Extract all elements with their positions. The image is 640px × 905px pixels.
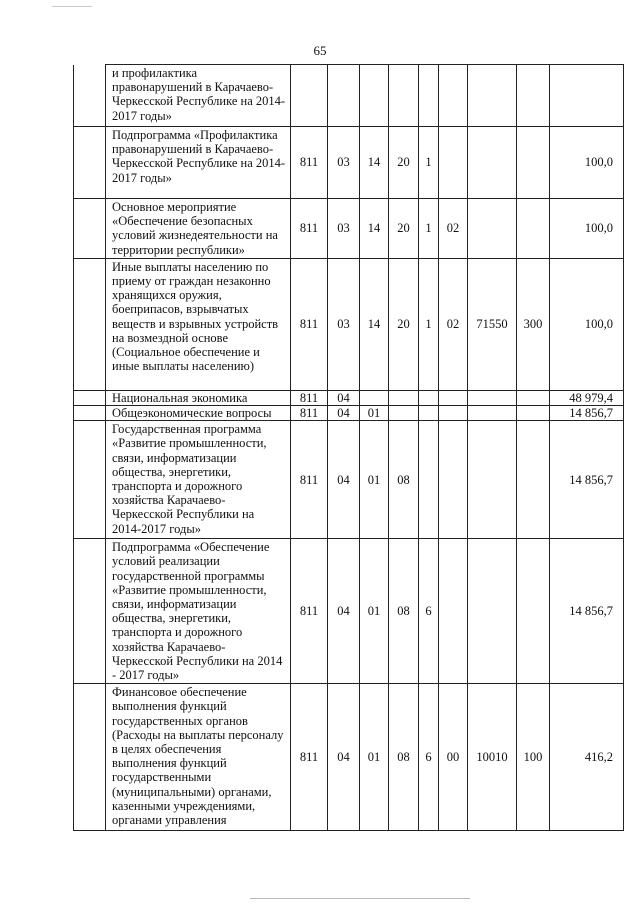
table-row — [74, 684, 624, 831]
row-name: Подпрограмма «Обеспечение условий реализации государственной программы «Развитие промышленности, связи, информатизации общества, энергетики, транспорта и дорожного хозяйства Карачаево-Черкесской Республики на 2014 - 2017 годы» — [106, 539, 291, 684]
event-code — [439, 127, 468, 199]
table-row — [74, 199, 624, 259]
direction-code — [468, 199, 517, 259]
section-code: 03 — [328, 258, 360, 390]
event-code — [439, 539, 468, 684]
row-amount: 14 856,7 — [550, 539, 624, 684]
table-row — [74, 258, 624, 390]
table-row — [74, 65, 624, 127]
subsection-code: 14 — [360, 199, 389, 259]
subsection-code: 01 — [360, 421, 389, 539]
subsection-code: 01 — [360, 539, 389, 684]
section-code: 03 — [328, 199, 360, 259]
ministry-code: 811 — [291, 421, 328, 539]
subprogram-code: 1 — [419, 127, 439, 199]
ministry-code: 811 — [291, 684, 328, 831]
row-number-cell — [74, 406, 106, 421]
row-number-cell — [74, 421, 106, 539]
expense-type-code — [517, 199, 550, 259]
row-amount: 100,0 — [550, 127, 624, 199]
row-amount: 48 979,4 — [550, 390, 624, 405]
subsection-code: 14 — [360, 127, 389, 199]
page-number: 65 — [313, 43, 327, 58]
section-code — [328, 65, 360, 127]
row-amount — [550, 65, 624, 127]
event-code — [439, 406, 468, 421]
expense-type-code: 300 — [517, 258, 550, 390]
row-name: Подпрограмма «Профилактика правонарушений в Карачаево-Черкесской Республике на 2014-2017 годы» — [106, 127, 291, 199]
section-code: 04 — [328, 684, 360, 831]
subprogram-code — [419, 390, 439, 405]
program-code: 20 — [389, 199, 419, 259]
expense-type-code — [517, 539, 550, 684]
table-row — [74, 539, 624, 684]
section-code: 04 — [328, 539, 360, 684]
row-amount: 14 856,7 — [550, 421, 624, 539]
section-code: 04 — [328, 406, 360, 421]
program-code — [389, 65, 419, 127]
subprogram-code — [419, 421, 439, 539]
row-number-cell — [74, 65, 106, 127]
scan-artifact — [52, 6, 92, 9]
row-number-cell — [74, 390, 106, 405]
event-code — [439, 421, 468, 539]
direction-code: 71550 — [468, 258, 517, 390]
row-name: Основное мероприятие «Обеспечение безопасных условий жизнедеятельности на территории республики» — [106, 199, 291, 259]
subprogram-code: 1 — [419, 258, 439, 390]
ministry-code: 811 — [291, 390, 328, 405]
program-code — [389, 390, 419, 405]
row-amount: 416,2 — [550, 684, 624, 831]
event-code — [439, 390, 468, 405]
ministry-code: 811 — [291, 258, 328, 390]
row-name: Иные выплаты населению по приему от граждан незаконно хранящихся оружия, боеприпасов, взрывчатых веществ и взрывных устройств на возмездной основе (Социальное обеспечение и иные выплаты населению) — [106, 258, 291, 390]
expense-type-code — [517, 390, 550, 405]
program-code: 08 — [389, 421, 419, 539]
expense-type-code — [517, 65, 550, 127]
section-code: 04 — [328, 390, 360, 405]
expense-type-code — [517, 406, 550, 421]
row-name: и профилактика правонарушений в Карачаево-Черкесской Республике на 2014-2017 годы» — [106, 65, 291, 127]
row-name: Государственная программа «Развитие промышленности, связи, информатизации общества, энергетики, транспорта и дорожного хозяйства Карачаево-Черкесской Республики на 2014-2017 годы» — [106, 421, 291, 539]
row-amount: 100,0 — [550, 199, 624, 259]
program-code: 20 — [389, 127, 419, 199]
subprogram-code: 1 — [419, 199, 439, 259]
row-name: Общеэкономические вопросы — [106, 406, 291, 421]
row-name: Финансовое обеспечение выполнения функций государственных органов (Расходы на выплаты персоналу в целях обеспечения выполнения функций государственными (муниципальными) органами, казенными учреждениями, органами управления — [106, 684, 291, 831]
program-code: 08 — [389, 539, 419, 684]
event-code: 02 — [439, 199, 468, 259]
table-row — [74, 390, 624, 405]
ministry-code: 811 — [291, 199, 328, 259]
subsection-code: 14 — [360, 258, 389, 390]
subprogram-code: 6 — [419, 684, 439, 831]
row-number-cell — [74, 199, 106, 259]
direction-code: 10010 — [468, 684, 517, 831]
row-amount: 100,0 — [550, 258, 624, 390]
direction-code — [468, 421, 517, 539]
program-code — [389, 406, 419, 421]
subprogram-code — [419, 65, 439, 127]
direction-code — [468, 539, 517, 684]
ministry-code: 811 — [291, 127, 328, 199]
ministry-code: 811 — [291, 406, 328, 421]
row-number-cell — [74, 684, 106, 831]
subsection-code — [360, 65, 389, 127]
expense-type-code — [517, 421, 550, 539]
subsection-code: 01 — [360, 684, 389, 831]
row-number-cell — [74, 127, 106, 199]
program-code: 08 — [389, 684, 419, 831]
event-code — [439, 65, 468, 127]
section-code: 04 — [328, 421, 360, 539]
ministry-code — [291, 65, 328, 127]
row-name: Национальная экономика — [106, 390, 291, 405]
ministry-code: 811 — [291, 539, 328, 684]
direction-code — [468, 406, 517, 421]
expense-type-code: 100 — [517, 684, 550, 831]
expense-type-code — [517, 127, 550, 199]
subsection-code — [360, 390, 389, 405]
direction-code — [468, 65, 517, 127]
table-row — [74, 127, 624, 199]
subprogram-code: 6 — [419, 539, 439, 684]
scan-artifact-bottom — [250, 898, 470, 899]
budget-table — [73, 64, 624, 831]
row-amount: 14 856,7 — [550, 406, 624, 421]
direction-code — [468, 127, 517, 199]
event-code: 02 — [439, 258, 468, 390]
row-number-cell — [74, 539, 106, 684]
event-code: 00 — [439, 684, 468, 831]
section-code: 03 — [328, 127, 360, 199]
table-row — [74, 406, 624, 421]
program-code: 20 — [389, 258, 419, 390]
direction-code — [468, 390, 517, 405]
row-number-cell — [74, 258, 106, 390]
subsection-code: 01 — [360, 406, 389, 421]
table-row — [74, 421, 624, 539]
subprogram-code — [419, 406, 439, 421]
